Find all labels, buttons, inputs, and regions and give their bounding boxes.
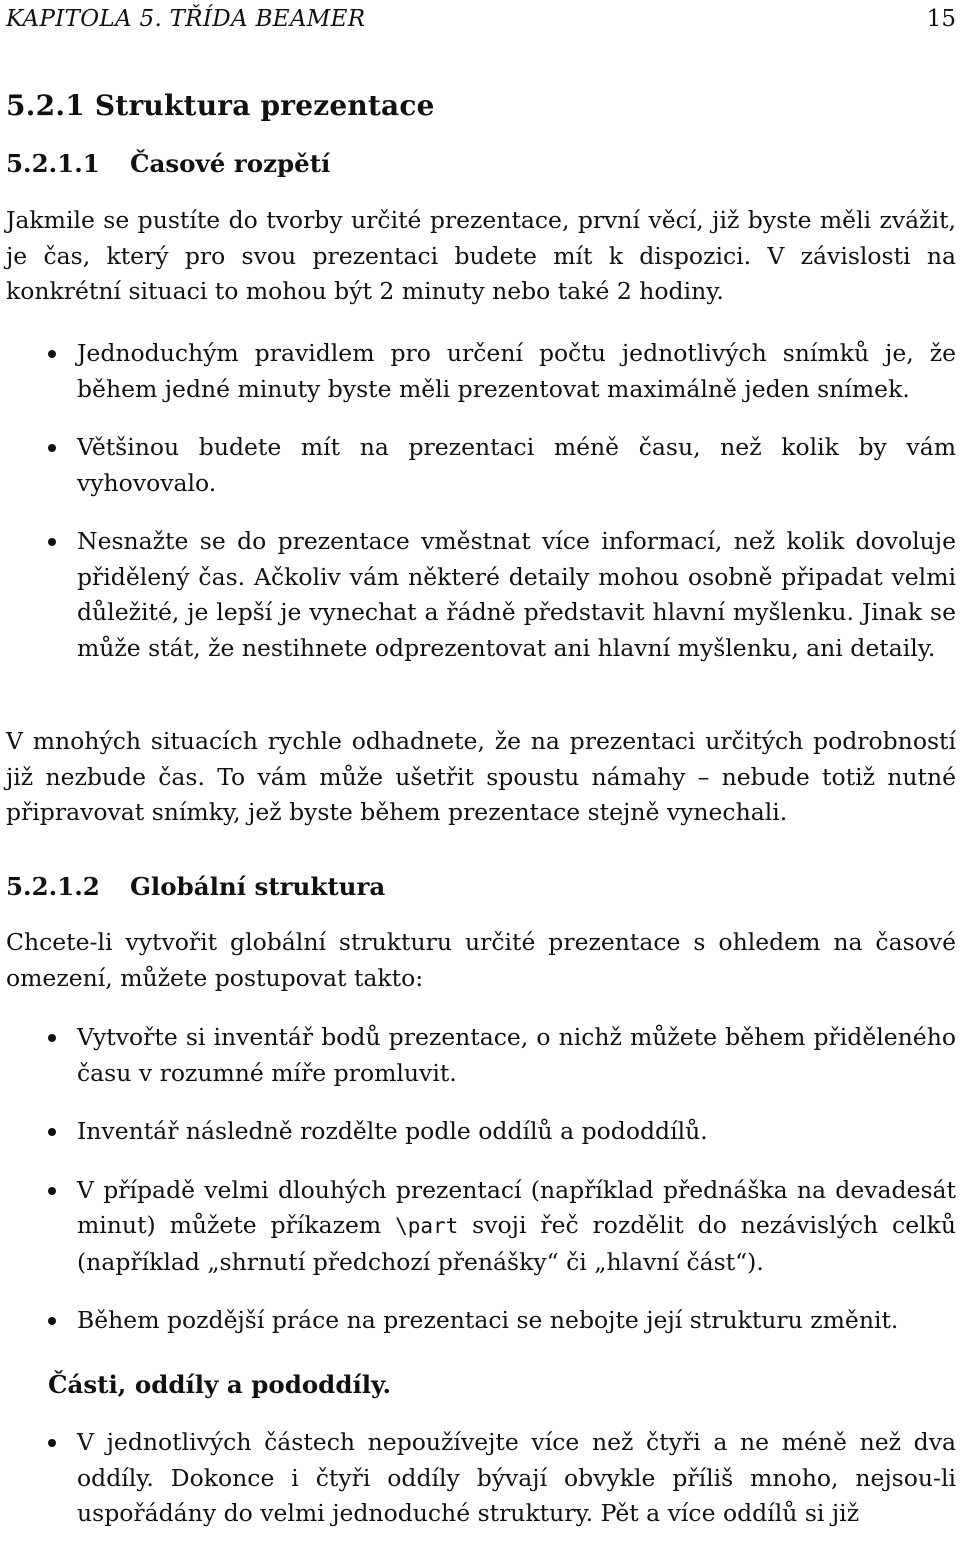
list-item	[6, 1425, 956, 1532]
list-item	[6, 336, 956, 407]
list-item	[6, 1114, 956, 1150]
subsection-heading-time	[6, 146, 330, 182]
bullet-icon	[48, 1187, 56, 1195]
list-item-text: V jednotlivých částech nepoužívejte více než čtyři a ne méně než dva oddíly. Dokonce i čtyři oddíly bývají obvykle příliš mnoho, nejsou-li uspořádány do velmi jednoduché struktury. Pět a více oddílů si již	[77, 1428, 956, 1527]
bullet-icon	[48, 1034, 56, 1042]
structure-bullet-list	[6, 1020, 956, 1362]
list-item-text: Většinou budete mít na prezentaci méně času, než kolik by vám vyhovovalo.	[77, 433, 956, 497]
list-item-text: Jednoduchým pravidlem pro určení počtu jednotlivých snímků je, že během jedné minuty byste měli prezentovat maximálně jeden snímek.	[77, 339, 956, 403]
closing-paragraph: V mnohých situacích rychle odhadnete, že na prezentaci určitých podrobností již nezbude čas. To vám může ušetřit spoustu námahy – nebude totiž nutné připravovat snímky, jež byste během prezentace stejně vynechali.	[6, 727, 956, 826]
subsection-heading-structure	[6, 869, 385, 905]
list-item	[6, 524, 956, 666]
subsection-number: 5.2.1.2	[6, 872, 100, 901]
list-item	[6, 1303, 956, 1339]
list-item	[6, 1173, 956, 1281]
page-number: 15	[926, 6, 956, 32]
list-item	[6, 1020, 956, 1091]
bullet-icon	[48, 538, 56, 546]
bullet-icon	[48, 1317, 56, 1325]
list-item-text: Inventář následně rozdělte podle oddílů a pododdílů.	[77, 1117, 708, 1145]
parts-bullet-list	[6, 1425, 956, 1555]
paragraph-heading: Části, oddíly a pododdíly.	[48, 1370, 392, 1399]
bullet-icon	[48, 444, 56, 452]
running-head	[6, 2, 956, 38]
bullet-icon	[48, 1128, 56, 1136]
subsection-number: 5.2.1.1	[6, 149, 100, 178]
list-item	[6, 430, 956, 501]
time-bullet-list	[6, 336, 956, 689]
list-item-text-before: V případě velmi dlouhých prezentací (například přednáška na devadesát minut) můžete příkazem	[77, 1175, 956, 1239]
intro-paragraph: Jakmile se pustíte do tvorby určité prezentace, první věcí, již byste měli zvážit, je čas, který pro svou prezentaci budete mít k dispozici. V závislosti na konkrétní situaci to mohou být 2 minuty nebo také 2 hodiny.	[6, 206, 956, 305]
chapter-running-title: KAPITOLA 5. TŘÍDA BEAMER	[6, 6, 366, 32]
structure-intro-paragraph: Chcete-li vytvořit globální strukturu určité prezentace s ohledem na časové omezení, můžete postupovat takto:	[6, 928, 956, 992]
latex-command: \part	[395, 1214, 459, 1238]
bullet-icon	[48, 1439, 56, 1447]
list-item-text: Nesnažte se do prezentace vměstnat více informací, než kolik dovoluje přidělený čas. Ačkoliv vám některé detaily mohou osobně připadat velmi důležité, je lepší je vynechat a řádně představit hlavní myšlenku. Jinak se může stát, že nestihnete odprezentovat ani hlavní myšlenku, ani detaily.	[77, 527, 956, 662]
subsection-title: Globální struktura	[130, 872, 386, 901]
subsection-title: Časové rozpětí	[130, 149, 331, 178]
list-item-text: Vytvořte si inventář bodů prezentace, o nichž můžete během přiděleného času v rozumné míře promluvit.	[77, 1023, 956, 1087]
list-item-text-after: svoji řeč rozdělit do nezávislých celků (například „shrnutí předchozí přenášky“ či „hlavní část“).	[77, 1211, 956, 1276]
bullet-icon	[48, 350, 56, 358]
section-heading: 5.2.1 Struktura prezentace	[6, 89, 435, 122]
list-item-text: Během pozdější práce na prezentaci se nebojte její strukturu změnit.	[77, 1306, 899, 1334]
